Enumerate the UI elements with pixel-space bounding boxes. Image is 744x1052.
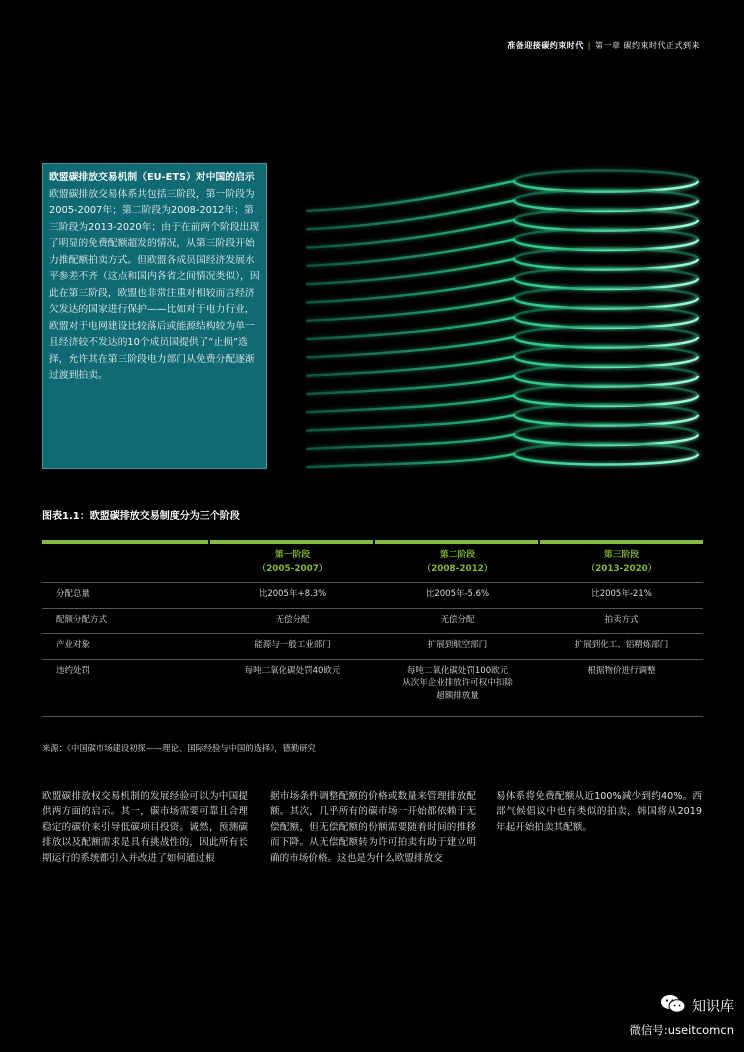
coil-illustration	[306, 163, 703, 469]
table-row	[42, 608, 703, 634]
header-empty	[42, 544, 210, 583]
table-cell: 扩展到化工、铝精炼部门	[540, 634, 703, 660]
table-cell: 能源与一般工业部门	[210, 634, 375, 660]
header-phase-2	[375, 544, 540, 583]
callout-body: 欧盟碳排放交易体系共包括三阶段，第一阶段为2005-2007年；第二阶段为2008-2012年；第三阶段为2013-2020年；由于在前两个阶段出现了明显的免费配额超发的情况，从第三阶段开始力推配额拍卖方式。但欧盟各成员国经济发展水平参差不齐（这点和国内各省之间情况类似），因此在第三阶段，欧盟也非常注重对相较而言经济欠发达的国家进行保护——比如对于电力行业，欧盟对于电网建设比较落后或能源结构较为单一且经济较不发达的10个成员国提供了“止损”选择，允许其在第三阶段电力部门从免费分配逐渐过渡到拍卖。	[49, 188, 260, 381]
phase-period: （2013-2020）	[586, 564, 657, 574]
table-row	[42, 583, 703, 609]
rule-segment	[210, 540, 373, 544]
table-cell: 无偿分配	[375, 608, 540, 634]
table-cell: 比2005年-5.6%	[375, 583, 540, 609]
phase-period: （2008-2012）	[422, 564, 493, 574]
phase-name: 第二阶段	[439, 550, 476, 560]
header-phase-1	[210, 544, 375, 583]
chapter-title: 第一章 碳约束时代正式到来	[594, 41, 700, 50]
glowing-coil-photo	[306, 163, 703, 469]
table-row	[42, 659, 703, 716]
body-column-1: 欧盟碳排放权交易机制的发展经验可以为中国提供两方面的启示。其一，碳市场需要可靠且合理稳定的碳价来引导低碳项目投资。诚然，预测碳排放以及配额需求是具有挑战性的，因此所有长期运行的系统都引入并改进了如何通过根	[42, 791, 248, 864]
phase-name: 第三阶段	[603, 550, 640, 560]
watermark	[629, 994, 734, 1038]
watermark-account: 微信号:useitcomcn	[629, 1023, 734, 1037]
row-label: 违约处罚	[42, 659, 210, 716]
table-top-rule	[42, 540, 703, 544]
rule-segment	[540, 540, 703, 544]
table-cell: 拍卖方式	[540, 608, 703, 634]
phase-period: （2005-2007）	[257, 564, 328, 574]
figure-source: 来源：《中国碳市场建设初探——理论、国际经验与中国的选择》，德勤研究	[42, 743, 316, 753]
row-label: 分配总量	[42, 583, 210, 609]
figure-title: 图表1.1：欧盟碳排放交易制度分为三个阶段	[42, 511, 240, 522]
row-label: 产业对象	[42, 634, 210, 660]
callout-box	[42, 163, 267, 469]
page-header	[507, 40, 700, 51]
rule-segment	[375, 540, 538, 544]
table-cell: 每吨二氧化碳处罚40欧元	[210, 659, 375, 716]
wechat-icon	[660, 994, 686, 1018]
table-cell: 无偿分配	[210, 608, 375, 634]
row-label: 配额分配方式	[42, 608, 210, 634]
table-cell: 比2005年+8.3%	[210, 583, 375, 609]
table-cell: 每吨二氧化碳处罚100欧元 从次年企业排放许可权中扣除 超额排放量	[375, 659, 540, 716]
callout-title: 欧盟碳排放交易机制（EU-ETS）对中国的启示	[49, 172, 255, 183]
table-header-row	[42, 544, 703, 583]
table-cell: 根据物价进行调整	[540, 659, 703, 716]
body-column-2: 据市场条件调整配额的价格或数量来管理排放配额。其次，几乎所有的碳市场一开始都依赖于无偿配额，但无偿配额的份额需要随着时间的推移而下降。从无偿配额转为许可拍卖有助于建立明确的市场价格。这也是为什么欧盟排放交	[270, 791, 476, 864]
body-column-3: 易体系将免费配额从近100%减少到约40%。西部气候倡议中也有类似的拍卖，韩国将从2019年起开始拍卖其配额。	[496, 791, 702, 833]
table-row	[42, 634, 703, 660]
table-cell: 比2005年-21%	[540, 583, 703, 609]
report-title: 准备迎接碳约束时代	[507, 41, 584, 50]
header-separator: |	[587, 41, 591, 50]
phase-name: 第一阶段	[274, 550, 311, 560]
phase-table-wrapper	[42, 540, 703, 717]
table-cell: 扩展到航空部门	[375, 634, 540, 660]
rule-segment	[42, 540, 208, 544]
phase-table	[42, 544, 703, 717]
header-phase-3	[540, 544, 703, 583]
watermark-title: 知识库	[692, 999, 734, 1015]
